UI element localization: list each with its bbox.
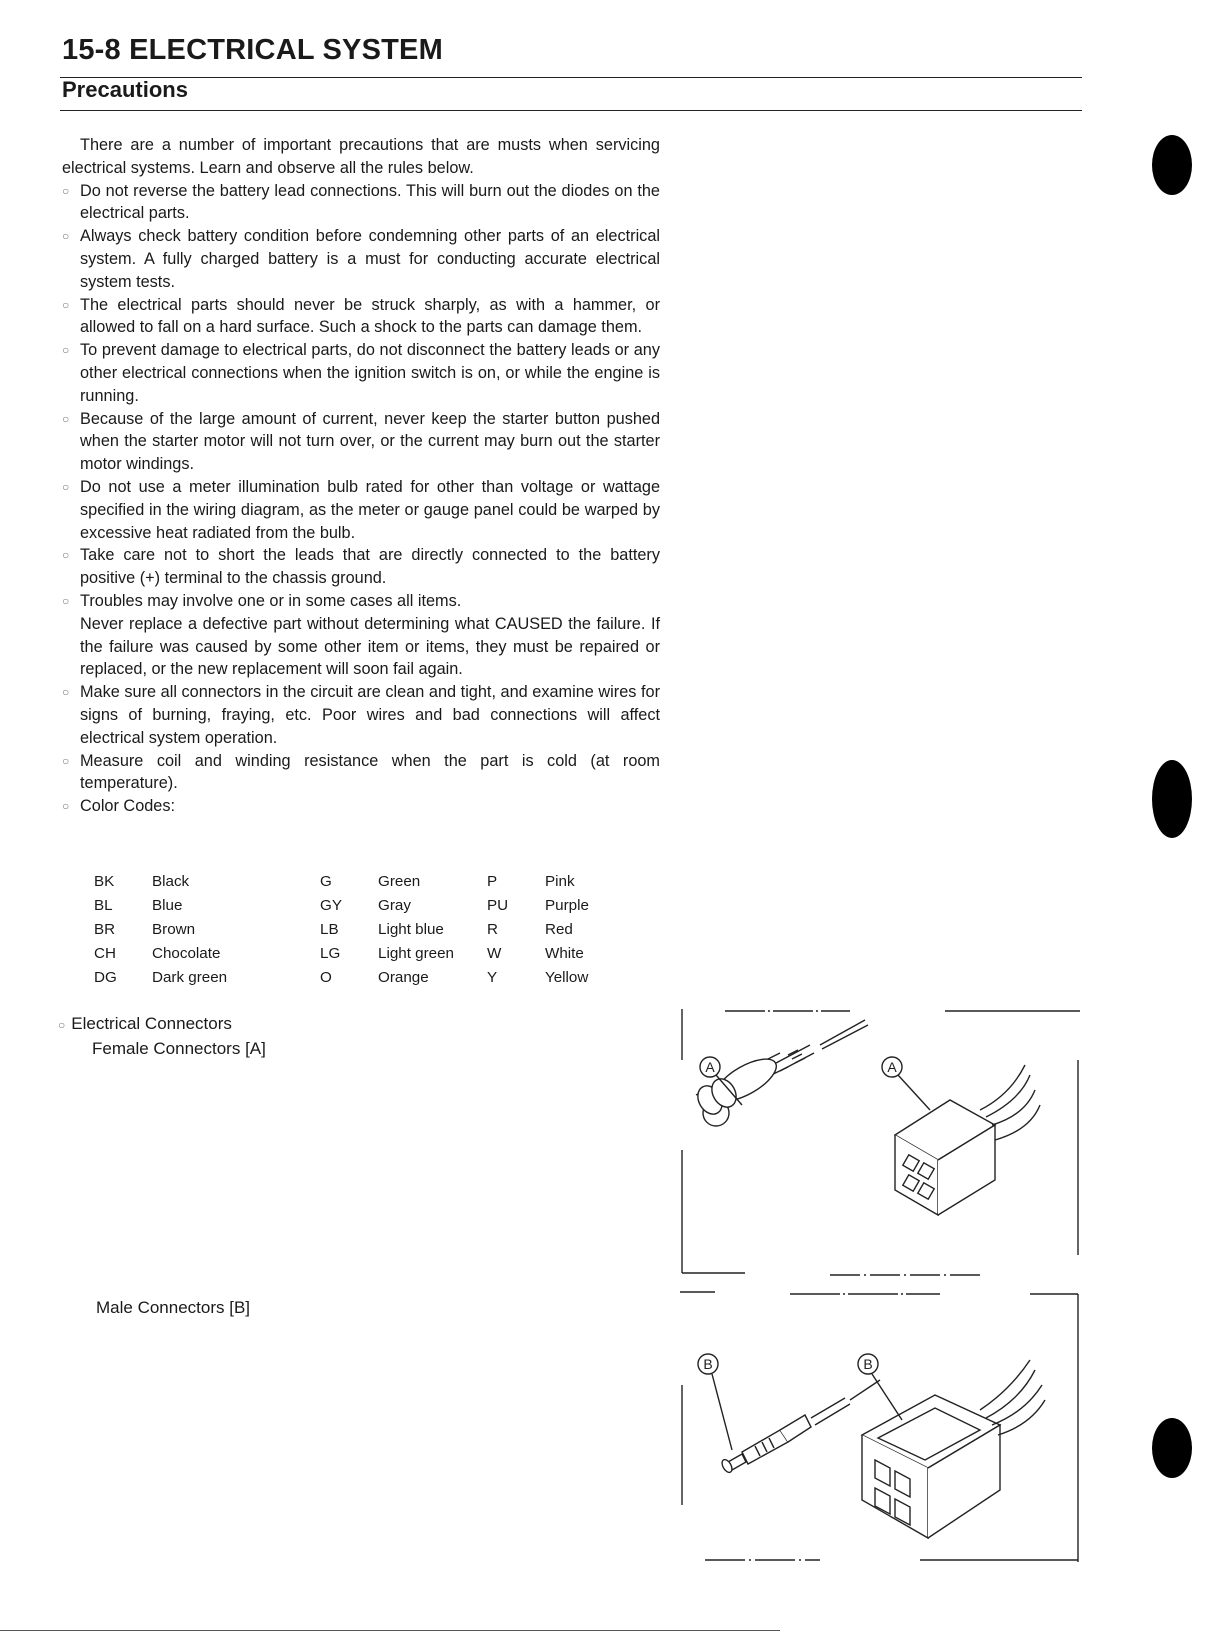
female-connectors-figure [680, 1005, 1080, 1278]
color-name: Purple [545, 897, 589, 914]
bullet-icon: ○ [62, 411, 70, 426]
precautions-body [62, 134, 660, 818]
color-code-row [94, 918, 625, 942]
female-connectors-label: Female Connectors [A] [92, 1039, 266, 1058]
color-name: Chocolate [152, 945, 221, 962]
color-name: Black [152, 873, 190, 890]
precaution-item: ○ Do not use a meter illumination bulb rated for other than voltage or wattage specified in the wiring diagram, as the meter or gauge panel could be warped by excessive heat radiated from the bulb. [62, 477, 660, 542]
color-name: Light blue [378, 921, 444, 938]
callout-b-right-label: B [863, 1356, 873, 1372]
bullet-icon: ○ [62, 593, 70, 608]
color-code: LB [320, 921, 339, 938]
precaution-item: ○ Make sure all connectors in the circuit are clean and tight, and examine wires for signs of burning, fraying, etc. Poor wires and bad connections will affect electrical system operation. [62, 683, 660, 747]
color-code: BK [94, 873, 115, 890]
callout-a-left-label: A [705, 1059, 715, 1075]
section-rule [60, 110, 1082, 111]
color-name: Dark green [152, 969, 228, 986]
precaution-item: ○ The electrical parts should never be struck sharply, as with a hammer, or allowed to fall on a hard surface. Such a shock to the parts can damage them. [62, 295, 660, 337]
bullet-icon: ○ [62, 479, 70, 494]
color-code-row [94, 966, 625, 990]
binder-mark [1152, 760, 1192, 838]
callout-b-left-label: B [703, 1356, 713, 1372]
male-bullet-connector [720, 1380, 880, 1474]
bullet-icon: ○ [62, 297, 70, 312]
bullet-icon: ○ [62, 753, 70, 768]
color-name: White [545, 945, 584, 962]
color-name: Green [378, 873, 421, 890]
bullet-icon: ○ [58, 1018, 66, 1032]
bullet-icon: ○ [62, 229, 70, 244]
connectors-section [58, 1012, 266, 1060]
color-code-row [94, 894, 625, 918]
bullet-icon: ○ [62, 343, 70, 358]
color-code: P [487, 873, 498, 890]
color-code: O [320, 969, 332, 986]
section-title: Precautions [62, 77, 188, 102]
color-name: Brown [152, 921, 196, 938]
precaution-item: ○ Troubles may involve one or in some cases all items. Never replace a defective part without determining what CAUSED the failure. If the failure was caused by some other item or items, they must be repaired or replaced, or the new replacement will soon fail again. [62, 590, 660, 681]
color-name: Red [545, 921, 573, 938]
intro-paragraph: There are a number of important precautions that are musts when servicing electrical systems. Learn and observe all the rules below. [62, 136, 660, 177]
precaution-item: ○ Always check battery condition before condemning other parts of an electrical system. A fully charged battery is a must for conducting accurate electrical system tests. [62, 227, 660, 291]
precaution-item: ○ Measure coil and winding resistance when the part is cold (at room temperature). [62, 751, 660, 793]
color-name: Light green [378, 945, 454, 962]
precautions-list [62, 180, 660, 818]
bullet-icon: ○ [62, 799, 70, 814]
color-name: Gray [378, 897, 411, 914]
color-name: Pink [545, 873, 575, 890]
female-multi-pin-connector [895, 1065, 1040, 1215]
color-code: R [487, 921, 498, 938]
color-name: Orange [378, 969, 429, 986]
color-code: PU [487, 897, 509, 914]
callout-a-right-label: A [887, 1059, 897, 1075]
color-code: LG [320, 945, 341, 962]
bullet-icon: ○ [62, 685, 70, 700]
color-code-row [94, 942, 625, 966]
color-code: BR [94, 921, 116, 938]
precaution-item: ○ Take care not to short the leads that are directly connected to the battery positive (+) terminal to the chassis ground. [62, 546, 660, 588]
bullet-icon: ○ [62, 548, 70, 563]
color-code: BL [94, 897, 113, 914]
precaution-item: ○ Do not reverse the battery lead connections. This will burn out the diodes on the electrical parts. [62, 181, 660, 223]
male-connectors-label: Male Connectors [B] [96, 1298, 251, 1317]
female-bullet-connector [693, 1020, 868, 1126]
color-code: DG [94, 969, 117, 986]
male-multi-pin-connector [862, 1360, 1045, 1538]
troubles-note: Never replace a defective part without determining what CAUSED the failure. If the failure was caused by some other item or items, they must be repaired or replaced, or the new replacement will soon fail again. [80, 614, 660, 679]
color-name: Blue [152, 897, 183, 914]
color-code-table [94, 870, 625, 990]
binder-mark [1152, 1418, 1192, 1478]
color-code: G [320, 873, 332, 890]
bullet-icon: ○ [62, 183, 70, 198]
color-code: GY [320, 897, 342, 914]
page-bottom-rule [0, 1630, 780, 1631]
color-code-row [94, 870, 625, 894]
header-rule [60, 77, 1082, 78]
male-connectors-figure [680, 1290, 1080, 1563]
precaution-item: ○ Because of the large amount of current, never keep the starter button pushed when the starter motor will not turn over, or the current may burn out the starter motor windings. [62, 409, 660, 474]
page-title: 15-8 ELECTRICAL SYSTEM [62, 34, 443, 66]
color-name: Yellow [545, 969, 589, 986]
precaution-item: ○ Color Codes: [62, 795, 660, 818]
color-code: W [487, 945, 502, 962]
binder-mark [1152, 135, 1192, 195]
color-code: Y [487, 969, 498, 986]
precaution-item: ○ To prevent damage to electrical parts, do not disconnect the battery leads or any other electrical connections when the ignition switch is on, or while the engine is running. [62, 341, 660, 405]
connectors-heading: Electrical Connectors [71, 1014, 232, 1033]
color-code: CH [94, 945, 116, 962]
